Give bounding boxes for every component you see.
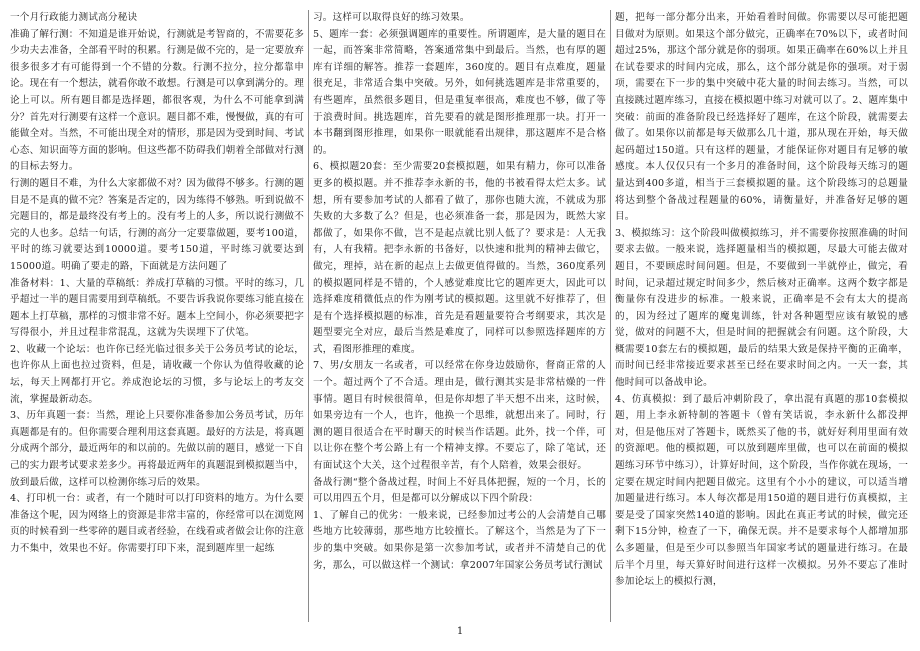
paragraph: 题，把每一部分都分出来，开始看着时间做。你需要以尽可能把题目做对为原则。如果这个部分做完，正确率在70%以下，或者时间超过25%，那这个部分就是你的弱项。如果正确率在60%以上并且在试卷要求的时间内完成，那么，这个部分就是你的强项。对于弱项，需要在下一步的集中突破中花大量的时间去练习。当然，可以直接跳过题库练习，直接在模拟题中练习对就可以了。2、题库集中突破：前面的准备阶段已经选择好了题库，在这个阶段，就需要去做了。如果你以前都是每天做那么几十道，那从现在开始，每天做起码超过150道。只有这样的题量，才能保证你对题目有足够的敏感度。本人仅仅只有一个多月的准备时间，这个阶段每天练习的题量达到400多道，相当于三套模拟题的量。这个阶段练习的总题量将达到整个备战过程题量的60%，请衡量好，并准备好足够的题目。 bbox=[615, 12, 908, 223]
column-left bbox=[6, 10, 308, 622]
paragraph: 4、仿真模拟：到了最后冲刺阶段了，拿出混有真题的那10套模拟题，用上李永新特制的答题卡（曾有笑话说，李永新什么都没押对，但是他压对了答题卡，既然买了他的书，就好好利用里面有效的资源吧。他的模拟题，可以放到题库里做，也可以在前面的模拟题练习环节中练习），计算好时间，这个阶段，当作你就在现场，一定要在规定时间内把题目做完。这里有个小小的建议，可以适当增加题量进行练习。本人每次都是用150道的题目进行仿真模拟，主要是受了国家突然140道的影响。因此在真正考试的时候，做完还剩下15分钟，检查了一下，确保无误。并不是要求每个人都增加那么多题量，但是至少可以参照当年国家考试的题量进行练习。在最后半个月里，每天算好时间进行这样一次模拟。另外不要忘了准时参加论坛上的模拟行测， bbox=[615, 393, 908, 588]
paragraph: 2、收藏一个论坛：也许你已经光临过很多关于公务员考试的论坛，也许你从上面也拉过资料，但是，请收藏一个你认为值得收藏的论坛，每天上网都打开它。养成泡论坛的习惯，多与论坛上的考友交流，掌握最新动态。 bbox=[10, 343, 304, 405]
paragraph: 习。这样可以取得良好的练习效果。 bbox=[313, 12, 470, 23]
paragraph: 备战行测“整个备战过程，时间上不好具体把握，短的一个月，长的可以用四五个月，但是都可以分解成以下四个阶段： bbox=[313, 476, 606, 505]
paragraph: 1、了解自己的优劣：一般来说，已经参加过考公的人会清楚自己哪些地方比较薄弱，那些地方比较擅长。了解这个，当然是为了下一步的集中突破。如果你是第一次参加考试，或者并不清楚自己的优劣，那么，可以做这样一个测试：拿2007年国家公务员考试行测试 bbox=[313, 509, 606, 571]
column-middle bbox=[308, 10, 610, 622]
paragraph: 准确了解行测：不知道是谁开始说，行测就是考智商的，不需要花多少功夫去准备，全部看平时的积累。行测是做不完的，是一定要放弃很多很多才有可能得到一个不错的分数。行测不拉分，拉分都靠申论。现在有一个想法，就看你敢不敢想。行测是可以拿到满分的。理论上可以。所有题目都是选择题，都很客观，为什么不可能拿到满分？首先对行测要有这样一个意识。题目都不难，慢慢做，真的有可能做全对。当然，不可能出现全对的情形，那是因为受到时间、考试心态、知识面等方面的影响。但这些都不防碍我们朝着全部做对行测的目标去努力。 bbox=[10, 28, 304, 173]
paragraph: 7、男/女朋友一名或者，可以经常在你身边鼓励你，督商正常的人一个。超过两个了不合适。理由是，做行测其实是非常枯燥的一件事情。题目有时候很简单，但是你却想了半天想不出来，这时候，如果旁边有一个人，也许，他换一个思维，就想出来了。同时，行测的题目很适合在平时聊天的时候当作话题。此外，找一个伴，可以让你在整个考公路上有一个精神支撑。不要忘了，除了笔试，还有面试这个大关，这个过程很辛苦，有个人陪着，效果会很好。 bbox=[313, 360, 606, 472]
paragraph: 3、模拟练习：这个阶段叫做模拟练习，并不需要你按照准确的时间要求去做。一般来说，选择题量相当的模拟题，尽最大可能去做对题目，不要顾虑时间问题。但是，不要做到一半就停止，做完，看时间，记录超过规定时间多少，然后核对正确率。这两个数字都是衡量你有没进步的标准。一般来说，正确率是不会有太大的提高的，因为经过了题库的魔鬼训练，针对各种题型应该有敏锐的感觉，做对的问题不大，但是时间的把握就会有问题。这个阶段，大概需要10套左右的模拟题，最后的结果大致是保持平衡的正确率，而时间已经非常接近要求甚至已经在要求时间之内。一天一套，其他时间可以备战申论。 bbox=[615, 227, 908, 389]
column-right bbox=[610, 10, 912, 622]
paragraph: 5、题库一套：必须强调题库的重要性。所谓题库，是大量的题目在一起，而答案非常简略，答案通常集中到最后。当然，也有厚的题库有详细的解答。推荐一套题库，360度的。题目有点难度，题量很充足，非常适合集中突破。另外，如何挑选题库是非常重要的，有些题库，虽然很多题目，但是重复率很高，难度也不够，做了等于浪费时间。挑选题库，首先要看的就是图形推理那一块。打开一本书翻到图形推理，如果你一眼就能看出规律，那这题库不是合格的。 bbox=[313, 28, 606, 156]
article-title: 一个月行政能力测试高分秘诀 bbox=[10, 12, 138, 23]
paragraph: 行测的题目不难，为什么大家都做不对？因为做得不够多。行测的题目是不是真的做不完？答案是否定的，因为练得不够熟。听到说做不完题目的，都是最终没有考上的。没有考上的人多，所以说行测做不完的人也多。总结一句话，行测的高分一定要靠做题，要考100道，平时的练习就要达到10000道。要考150道，平时练习就要达到15000道。明确了要走的路，下面就是方法问题了 bbox=[10, 177, 304, 272]
paragraph: 准备材料：1、大量的草稿纸：养成打草稿的习惯。平时的练习，几乎超过一半的题目需要用到草稿纸。不要告诉我说你要练习能直接在题本上打草稿，那样的习惯非常不好。题本上空间小，你必须要把字写得很小，并且过程非常混乱，这就为失误埋下了伏笔。 bbox=[10, 277, 304, 339]
paragraph: 4、打印机一台：或者，有一个随时可以打印资料的地方。为什么要准备这个呢，因为网络上的资源是非常丰富的，你经常可以在浏览网页的时候看到一些零碎的题目或者经验，在线看或者做会让你的注意力不集中，效果也不好。你需要打印下来，混到题库里一起练 bbox=[10, 493, 304, 554]
paragraph: 3、历年真题一套：当然，理论上只要你准备参加公务员考试，历年真题都是有的。但你需要合理利用这套真题。最好的方法是，将真题分成两个部分，最近两年的和以前的。先做以前的题目，感觉一下自己的实力跟考试要求差多少。再将最近两年的真题混到模拟题当中，放到最后做，这样可以检测你练习后的效果。 bbox=[10, 410, 304, 488]
text-columns bbox=[6, 10, 914, 622]
page-number: 1 bbox=[456, 626, 464, 637]
paragraph: 6、模拟题20套：至少需要20套模拟题，如果有精力，你可以准备更多的模拟题。并不推荐李永新的书，他的书被看得太烂太多。试想，所有要参加考试的人都看了做了，那你也随大流，不就成为那失败的大多数了么？但是，也必须准备一套，那是因为，既然大家都做了，如果你不做，岂不是起点就比别人低了？要求是：人无我有，人有我精。把李永新的书备好，以快速和批判的精神去做它，做完，理掉，站在新的起点上去做更值得做的。当然，360度系列的模拟题同样是不错的，个人感觉难度比它的题库更大，因此可以选择难度稍微低点的作为刚考试的模拟题。这里就不好推荐了，但是有个选择模拟题的标准，首先是看题量要符合考纲要求，其次是题型要完全对应，最后当然是难度了，同样可以参照选择题库的方式，看图形推理的难度。 bbox=[313, 161, 606, 355]
